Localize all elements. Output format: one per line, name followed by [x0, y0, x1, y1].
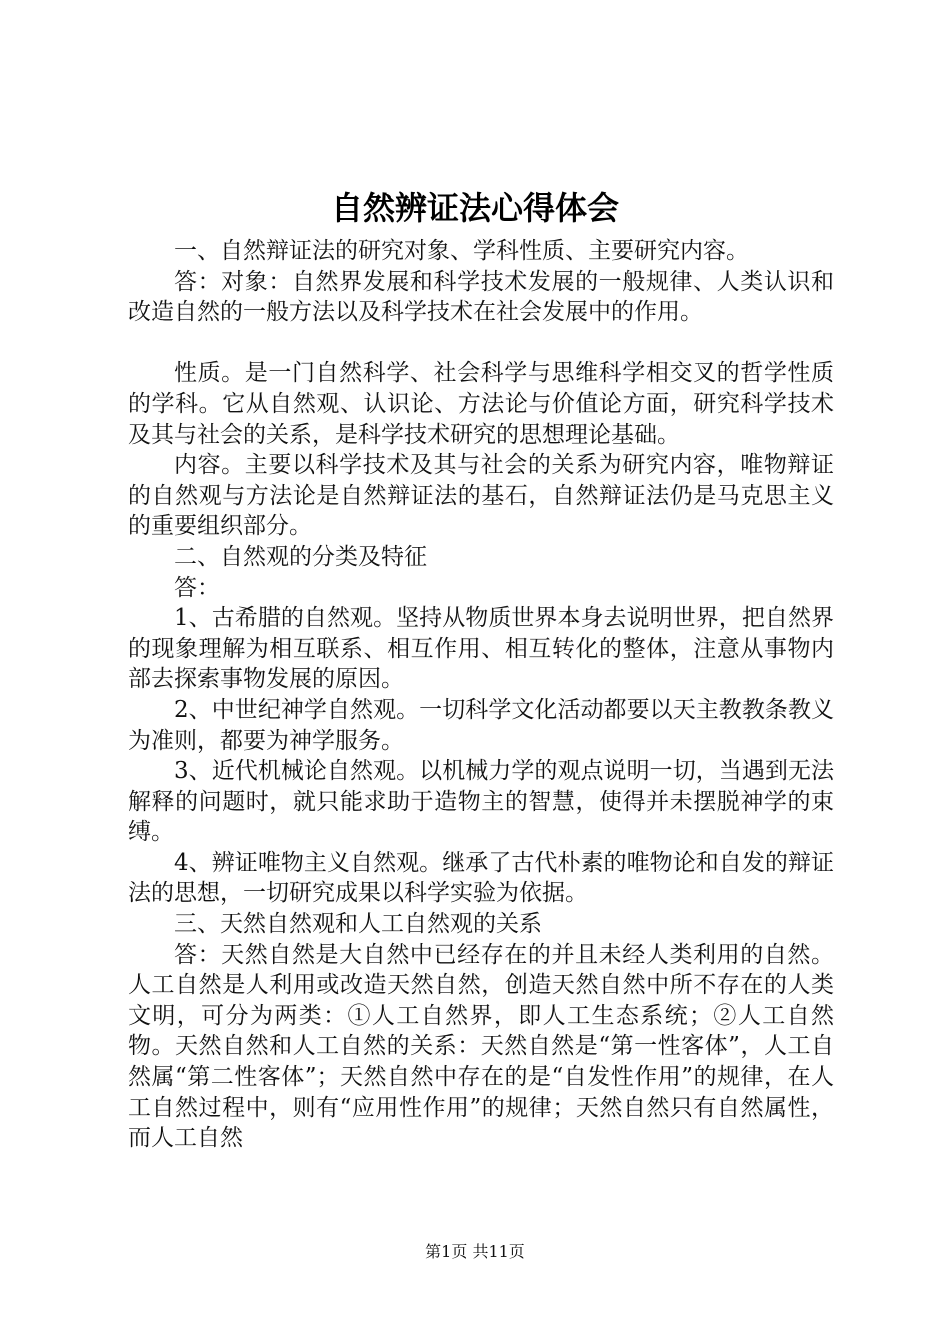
list-item: 1、古希腊的自然观。坚持从物质世界本身去说明世界，把自然界的现象理解为相互联系、相互作用、相互转化的整体，注意从事物内部去探索事物发展的原因。	[128, 605, 834, 693]
paragraph: 答：	[174, 574, 220, 601]
blank-line	[128, 328, 834, 359]
paragraph: 一、自然辩证法的研究对象、学科性质、主要研究内容。	[174, 238, 749, 264]
paragraph: 内容。主要以科学技术及其与社会的关系为研究内容，唯物辩证的自然观与方法论是自然辩证法的基石，自然辩证法仍是马克思主义的重要组织部分。	[128, 452, 834, 540]
section-heading: 二、自然观的分类及特征	[174, 543, 427, 570]
paragraph: 答：对象：自然界发展和科学技术发展的一般规律、人类认识和改造自然的一般方法以及科学技术在社会发展中的作用。	[128, 268, 834, 326]
page-footer: 第1页 共11页	[425, 1242, 525, 1261]
list-item: 3、近代机械论自然观。以机械力学的观点说明一切，当遇到无法解释的问题时，就只能求助于造物主的智慧，使得并未摆脱神学的束缚。	[128, 758, 834, 846]
document-title: 自然辨证法心得体会	[330, 189, 619, 227]
paragraph: 答：天然自然是大自然中已经存在的并且未经人类利用的自然。人工自然是人利用或改造天然自然，创造天然自然中所不存在的人类文明，可分为两类：①人工自然界，即人工生态系统；②人工自然物。天然自然和人工自然的关系：天然自然是“第一性客体”，人工自然属“第二性客体”；天然自然中存在的是“自发性作用”的规律，在人工自然过程中，则有“应用性作用”的规律；天然自然只有自然属性，而人工自然	[128, 941, 834, 1152]
paragraph: 性质。是一门自然科学、社会科学与思维科学相交叉的哲学性质的学科。它从自然观、认识论、方法论与价值论方面，研究科学技术及其与社会的关系，是科学技术研究的思想理论基础。	[128, 360, 834, 448]
document-body	[128, 236, 834, 1154]
list-item: 4、辨证唯物主义自然观。继承了古代朴素的唯物论和自发的辩证法的思想，一切研究成果以科学实验为依据。	[128, 849, 834, 907]
list-item: 2、中世纪神学自然观。一切科学文化活动都要以天主教教条教义为准则，都要为神学服务。	[128, 696, 834, 754]
section-heading: 三、天然自然观和人工自然观的关系	[174, 911, 542, 938]
